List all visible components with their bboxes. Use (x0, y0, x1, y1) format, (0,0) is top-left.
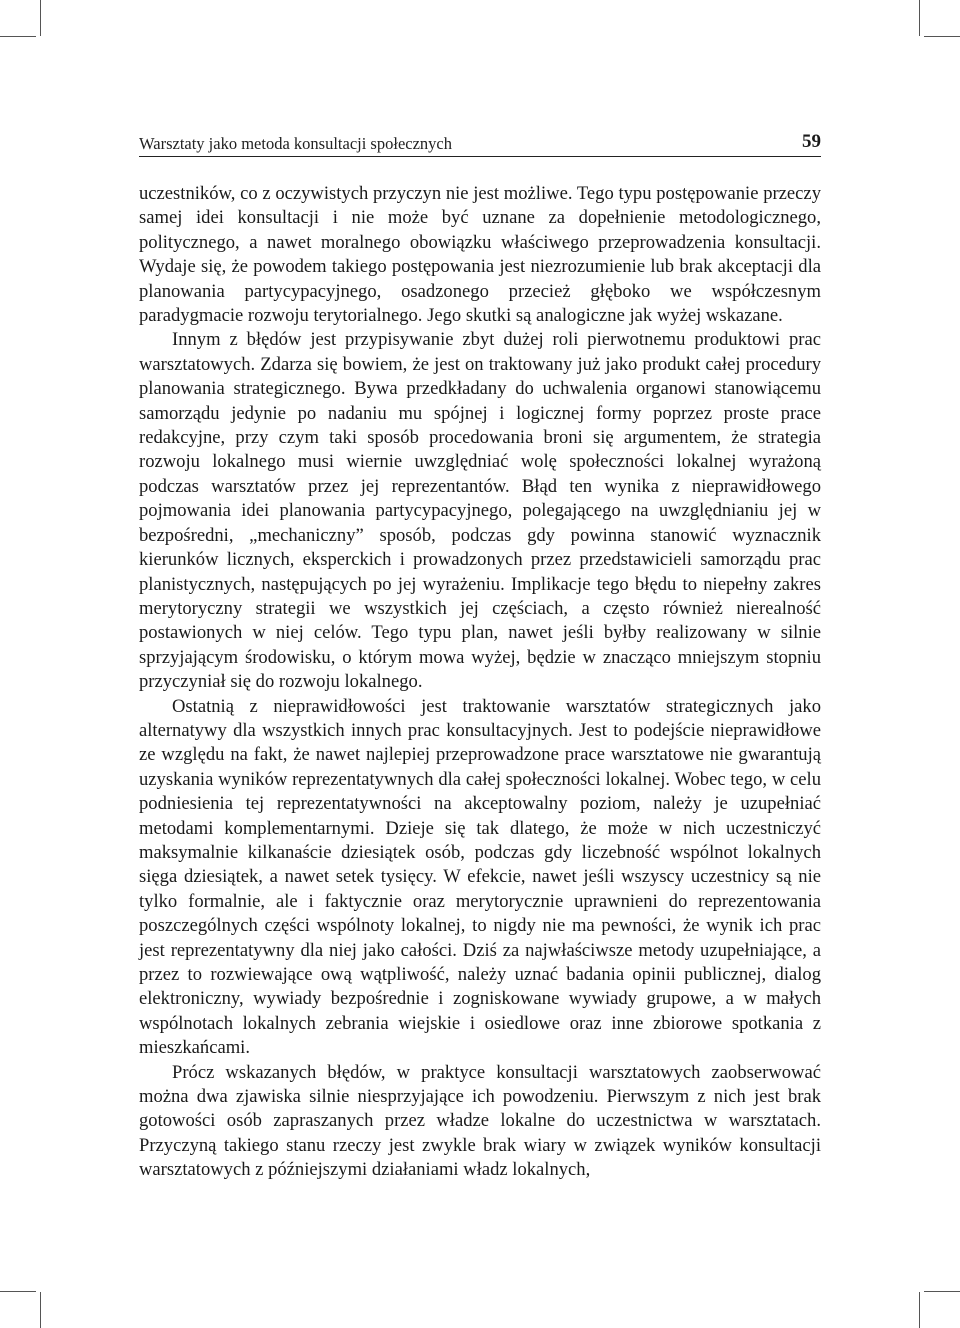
crop-mark (924, 36, 960, 37)
paragraph: uczestników, co z oczywistych przyczyn nie jest możliwe. Tego typu postępowanie przeczy samej idei konsultacji i nie może być uznane za dopełnienie metodologicznego, politycznego, a nawet moralnego obowiązku właściwego przeprowadzenia konsultacji. Wydaje się, że powodem takiego postępowania jest niezrozumienie lub brak akceptacji dla planowania partycypacyjnego, osadzonego przecież głęboko we współczesnym paradygmacie rozwoju terytorialnego. Jego skutki są analogiczne jak wyżej wskazane. (139, 183, 821, 327)
crop-mark (0, 1291, 36, 1292)
paragraph: Innym z błędów jest przypisywanie zbyt dużej roli pierwotnemu produktowi prac warsztatowych. Zdarza się bowiem, że jest on traktowany już jako produkt całej procedury planowania strategicznego. Bywa przedkładany do uchwalenia organowi stanowiącemu samorządu jedynie po nadaniu mu spójnej i logicznej formy poprzez proste prace redakcyjne, przy czym taki sposób procedowania broni się argumentem, że strategia rozwoju lokalnego musi wiernie uwzględniać wolę społeczności lokalnej wyrażoną podczas warsztatów przez jej reprezentantów. Błąd ten wynika z nieprawidłowego pojmowania idei planowania partycypacyjnego, polegającego na uwzględnianiu jej w bezpośredni, „mechaniczny” sposób, podczas gdy powinna stanowić wyznacznik kierunków licznych, eksperckich i prowadzonych przez przedstawicieli samorządu prac planistycznych, następujących po jej wyrażeniu. Implikacje tego błędu to niepełny zakres merytoryczny strategii we wszystkich jej częściach, a często również nierealność postawionych w niej celów. Tego typu plan, nawet jeśli byłby realizowany w silnie sprzyjającym środowisku, o którym mowa wyżej, będzie w znacząco mniejszym stopniu przyczyniał się do rozwoju lokalnego. (139, 329, 821, 693)
body-text (139, 182, 821, 1183)
crop-mark (40, 0, 41, 36)
crop-mark (919, 0, 920, 36)
running-title: Warsztaty jako metoda konsultacji społecznych (139, 134, 452, 153)
paragraph: Prócz wskazanych błędów, w praktyce konsultacji warsztatowych zaobserwować można dwa zjawiska silnie niesprzyjające ich powodzeniu. Pierwszym z nich jest brak gotowości osób zapraszanych przez władze lokalne do uczestnictwa w warsztatach. Przyczyną takiego stanu rzeczy jest zwykle brak wiary w związek wyników konsultacji warsztatowych z późniejszymi działaniami władz lokalnych, (139, 1061, 821, 1181)
crop-mark (0, 36, 36, 37)
crop-mark (40, 1292, 41, 1328)
running-header (139, 130, 821, 157)
page-number: 59 (802, 131, 821, 152)
crop-mark (919, 1292, 920, 1328)
paragraph: Ostatnią z nieprawidłowości jest traktowanie warsztatów strategicznych jako alternatywy dla wszystkich innych prac konsultacyjnych. Jest to podejście nieprawidłowe ze względu na fakt, że nawet najlepiej przeprowadzone prace warsztatowe nie gwarantują uzyskania wyników reprezentatywnych dla całej społeczności lokalnej. Wobec tego, w celu podniesienia tej reprezentatywności na akceptowalny poziom, należy je uzupełniać metodami komplementarnymi. Dzieje się tak dlatego, że może w nich uczestniczyć maksymalnie kilkanaście dziesiątek osób, podczas gdy liczebność wspólnot lokalnych sięga dziesiątek, a nawet setek tysięcy. W efekcie, nawet jeśli wszyscy uczestnicy są nie tylko formalnie, ale i faktycznie oraz merytorycznie uprawnieni do reprezentowania poszczególnych części wspólnoty lokalnej, to nigdy nie ma pewności, że wynik ich prac jest reprezentatywny dla niej jako całości. Dziś za najwłaściwsze metody uzupełniające, a przez to rozwiewające ową wątpliwość, należy uznać badania opinii publicznej, dialog elektroniczny, wywiady bezpośrednie i zogniskowane wywiady grupowe, a w małych wspólnotach lokalnych zebrania wiejskie i osiedlowe oraz inne zbiorowe spotkania z mieszkańcami. (139, 695, 821, 1059)
crop-mark (924, 1291, 960, 1292)
